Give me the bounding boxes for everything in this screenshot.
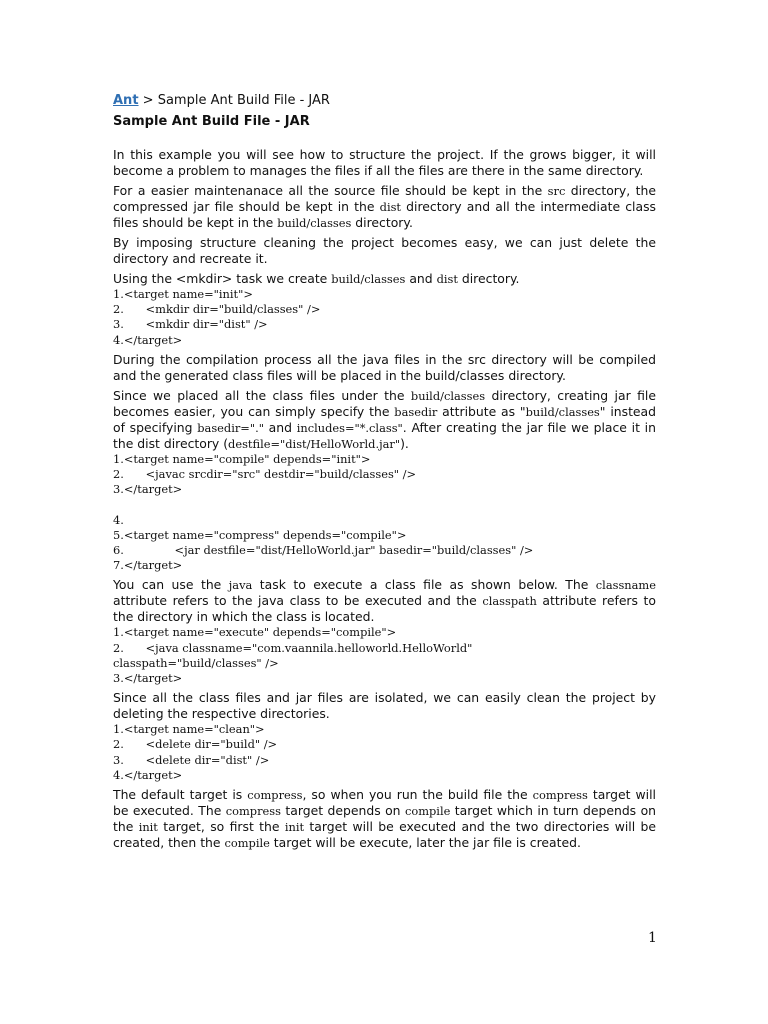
text: target which in turn depends on the [113, 803, 656, 835]
text: attribute refers to the directory in which the class is located. [113, 593, 656, 625]
text: and [405, 271, 437, 286]
text: directory, the compressed jar file should be kept in the [113, 183, 656, 214]
code-inline: compile [404, 804, 451, 819]
code-block-compile-compress: 1.<target name="compile" depends="init"> 2. <javac srcdir="src" destdir="build/classes" /> 3.</target> 4. 5.<target name="compress" depends="compile"> 6. <jar destfile="dist/HelloWorld.jar" basedir="build/classes" /> 7.</target> [113, 451, 534, 573]
text: The default target is [113, 787, 248, 803]
code-inline: java [228, 578, 253, 593]
code-inline: basedir [394, 404, 438, 419]
text: , so when you run the build file the [302, 787, 533, 803]
text: " instead of specifying [113, 403, 657, 435]
code-inline: build/classes [277, 216, 352, 230]
text: ). [400, 435, 409, 451]
code-inline: compress [225, 804, 281, 819]
text: and [263, 419, 297, 435]
breadcrumb [113, 91, 656, 111]
paragraph-default-target [113, 787, 656, 851]
code-block-init: 1.<target name="init"> 2. <mkdir dir="build/classes" /> 3. <mkdir dir="dist" /> 4.</target> [113, 287, 321, 347]
code-inline: init [138, 820, 158, 835]
code-inline: src [547, 184, 566, 198]
text: attribute refers to the java class to be executed and the [113, 593, 483, 609]
page-number: 1 [648, 930, 657, 946]
text: attribute as " [437, 403, 526, 419]
breadcrumb-separator: > [138, 93, 158, 108]
text: You can use the [113, 577, 229, 593]
document-page [113, 91, 656, 855]
text: target, so first the [157, 819, 285, 835]
paragraph-jar [113, 388, 656, 452]
text: target will be executed and the two directories will be created, then the [113, 819, 656, 851]
paragraph-compilation: During the compilation process all the java files in the src directory will be compiled and the generated class files will be placed in the build/classes directory. [113, 351, 656, 383]
paragraph-cleaning: By imposing structure cleaning the project becomes easy, we can just delete the directory and recreate it. [113, 235, 656, 266]
text: directory, creating jar file becomes easier, you can simply specify the [113, 387, 656, 419]
paragraph-structure [113, 183, 656, 231]
text: Using the <mkdir> task we create [113, 271, 332, 286]
text: directory. [351, 215, 413, 230]
code-block-clean: 1.<target name="clean"> 2. <delete dir="build" /> 3. <delete dir="dist" /> 4.</target> [113, 722, 278, 782]
code-inline: basedir="." [197, 420, 264, 435]
breadcrumb-current: Sample Ant Build File - JAR [157, 93, 330, 108]
code-inline: classpath [482, 594, 537, 609]
code-inline: compress [247, 788, 303, 803]
text: target will be execute, later the jar file is created. [269, 835, 581, 851]
text: target will be executed. The [113, 787, 657, 819]
code-inline: compile [224, 836, 270, 851]
code-inline: build/classes [331, 272, 406, 286]
paragraph-java-task [113, 577, 656, 625]
text: Since we placed all the class files under the [113, 387, 411, 403]
code-block-execute: 1.<target name="execute" depends="compile"> 2. <java classname="com.vaannila.helloworld.HelloWorld" classpath="build/classes" /> 3.</target> [113, 625, 473, 686]
code-inline: build/classes [525, 404, 600, 419]
code-inline: classname [595, 578, 656, 593]
text: For a easier maintenanace all the source file should be kept in the [113, 183, 548, 198]
text: . After creating the jar file we place it in the dist directory ( [113, 419, 656, 451]
paragraph-intro: In this example you will see how to structure the project. If the grows bigger, it will become a problem to manages the files if all the files are there in the same directory. [113, 147, 656, 178]
paragraph-clean: Since all the class files and jar files are isolated, we can easily clean the project by deleting the respective directories. [113, 690, 656, 722]
text: target depends on [280, 803, 405, 819]
code-inline: destfile="dist/HelloWorld.jar" [228, 436, 401, 451]
code-inline: includes="*.class" [296, 420, 403, 435]
page-title: Sample Ant Build File - JAR [113, 114, 310, 129]
code-inline: compress [532, 788, 588, 803]
code-inline: dist [379, 200, 402, 214]
breadcrumb-link-ant[interactable]: Ant [113, 93, 139, 108]
text: directory. [457, 271, 520, 286]
paragraph-mkdir [113, 271, 656, 287]
text: task to execute a class file as shown below. The [252, 577, 596, 593]
code-inline: build/classes [410, 388, 486, 403]
code-inline: init [284, 820, 305, 835]
text: directory and all the intermediate class files should be kept in the [113, 199, 656, 230]
code-inline: dist [436, 272, 458, 286]
